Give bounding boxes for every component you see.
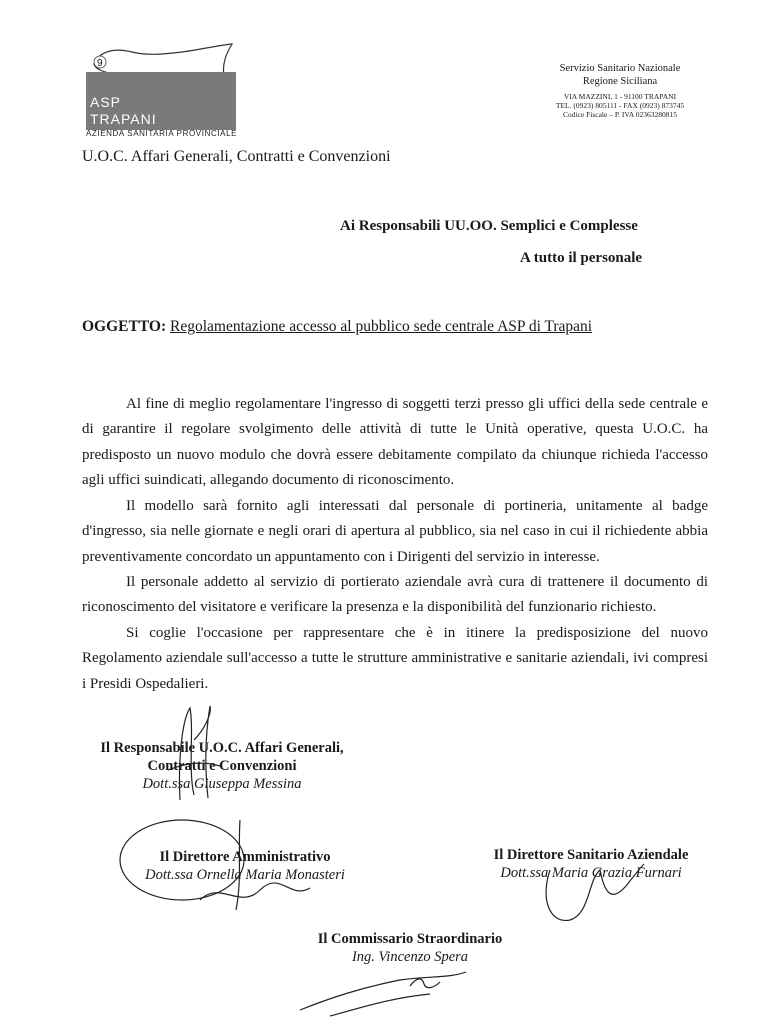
signature-block-responsabile <box>82 739 362 793</box>
logo-line2: TRAPANI <box>90 111 157 127</box>
department-heading: U.O.C. Affari Generali, Contratti e Convenzioni <box>82 148 391 165</box>
ssn-line2: Regione Siciliana <box>582 76 658 87</box>
body-paragraph-3-text: Il personale addetto al servizio di portierato aziendale avrà cura di trattenere il documento di riconoscimento del visitatore e verificare la presenza e la disponibilità del funzionario richiesto. <box>82 574 708 616</box>
signature-block-commissario <box>290 930 530 966</box>
handwritten-signature-4 <box>290 958 490 1020</box>
subject-text: Regolamentazione accesso al pubblico sede centrale ASP di Trapani <box>170 318 593 335</box>
body-paragraph-2-text: Il modello sarà fornito agli interessati dal personale di portineria, unitamente al badge d'ingresso, sia nelle giornate e negli orari di apertura al pubblico, sia nel caso in cui il richiedente abbia preventivamente concordato un appuntamento con i Dirigenti del servizio in interesse. <box>82 498 708 565</box>
subject-line <box>82 318 592 336</box>
signature-block-direttore-amministrativo <box>120 848 370 884</box>
ssn-heading <box>520 62 720 88</box>
signature-1-name: Dott.ssa Giuseppa Messina <box>142 776 302 792</box>
signature-3-name: Dott.ssa Maria Grazia Furnari <box>500 865 682 881</box>
recipient-line2: A tutto il personale <box>520 250 643 266</box>
signature-1-title-1: Il Responsabile U.O.C. Affari Generali, <box>100 740 344 756</box>
body-paragraph-1-text: Al fine di meglio regolamentare l'ingresso di soggetti terzi presso gli uffici della sede centrale e di garantire il regolare svolgimento delle attività di tutte le Unità operative, questa U.O.C. ha predisposto un nuovo modulo che dovrà essere debitamente compilato da chiunque richieda l'accesso agli uffici suindicati, allegando documento di riconoscimento. <box>82 396 708 489</box>
address-line3: Codice Fiscale – P. IVA 02363280815 <box>562 110 678 119</box>
logo-line1: ASP <box>90 94 122 110</box>
signature-2-name: Dott.ssa Ornella Maria Monasteri <box>145 867 345 883</box>
logo-number: 9 <box>97 58 103 69</box>
address-block <box>520 92 720 119</box>
body-paragraph-4 <box>82 621 708 697</box>
signature-2-title: Il Direttore Amministrativo <box>159 849 331 865</box>
signature-3-title: Il Direttore Sanitario Aziendale <box>493 847 689 863</box>
body-paragraph-3 <box>82 570 708 621</box>
signature-4-title: Il Commissario Straordinario <box>317 931 503 947</box>
body-paragraph-1 <box>82 392 708 494</box>
logo-subtitle: AZIENDA SANITARIA PROVINCIALE <box>86 129 238 138</box>
recipient-line1: Ai Responsabili UU.OO. Semplici e Complesse <box>340 218 638 234</box>
ssn-line1: Servizio Sanitario Nazionale <box>559 63 681 74</box>
body-paragraph-2 <box>82 494 708 570</box>
body-paragraph-4-text: Si coglie l'occasione per rappresentare che è in itinere la predisposizione del nuovo Regolamento aziendale sull'accesso a tutte le strutture amministrative e sanitarie aziendali, ivi compresi i Presidi Ospedalieri. <box>82 625 708 692</box>
signature-block-direttore-sanitario <box>476 846 706 882</box>
signature-4-name: Ing. Vincenzo Spera <box>351 949 469 965</box>
signature-1-title-2: Contratti e Convenzioni <box>147 758 297 774</box>
address-line1: VIA MAZZINI, 1 - 91100 TRAPANI <box>563 92 677 101</box>
subject-label: OGGETTO: <box>82 318 167 335</box>
asp-trapani-logo <box>86 42 266 138</box>
address-line2: TEL. (0923) 805111 - FAX (0923) 873745 <box>555 101 685 110</box>
